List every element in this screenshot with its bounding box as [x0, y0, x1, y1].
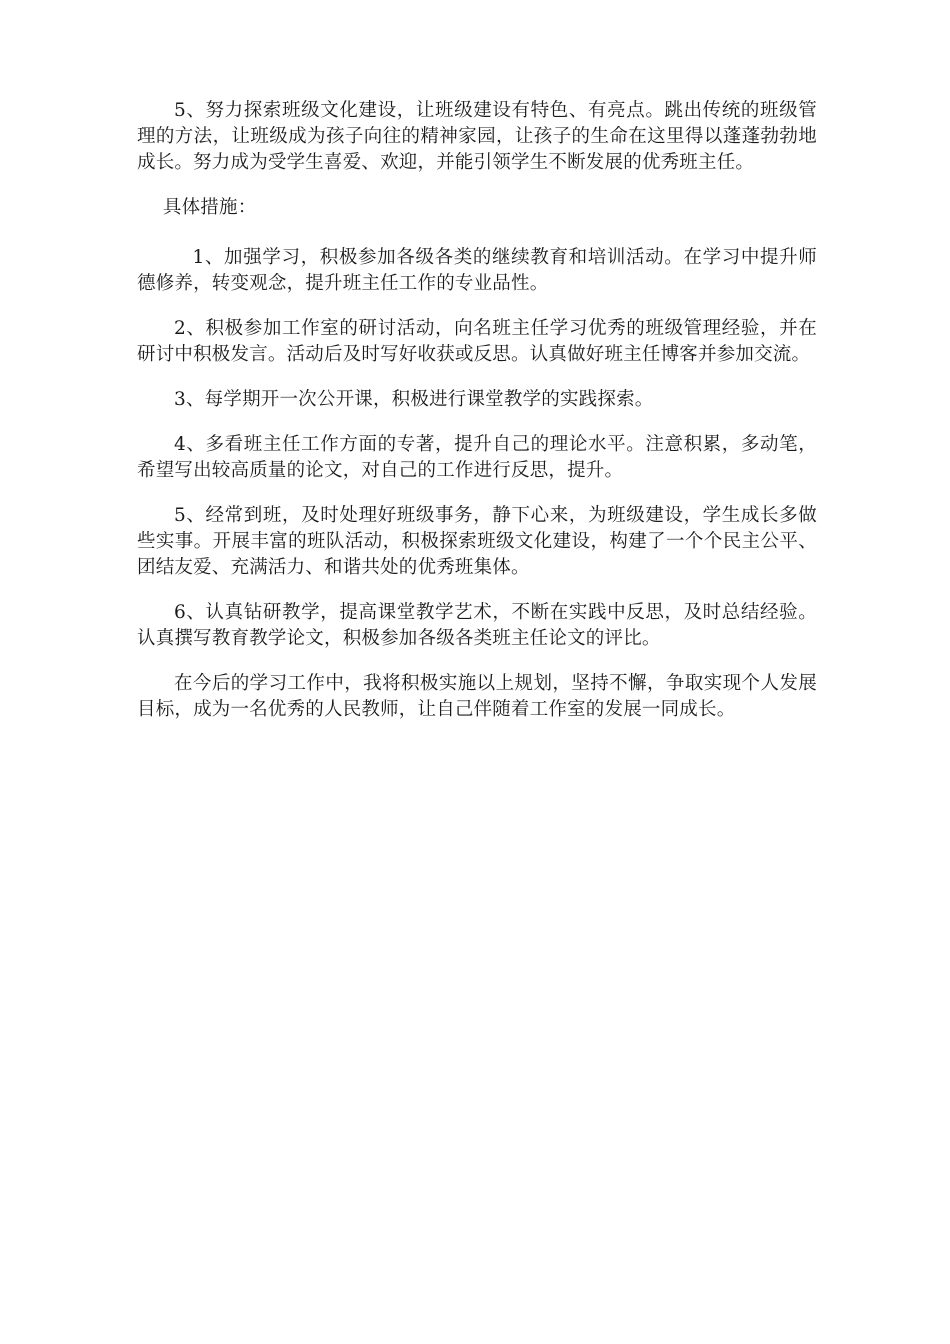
paragraph-measure-1: 1、加强学习，积极参加各级各类的继续教育和培训活动。在学习中提升师德修养，转变观念，提升班主任工作的专业品性。 — [137, 247, 817, 294]
paragraph-measure-2: 2、积极参加工作室的研讨活动，向名班主任学习优秀的班级管理经验，并在研讨中积极发言。活动后及时写好收获或反思。认真做好班主任博客并参加交流。 — [137, 318, 817, 365]
paragraph-measure-6: 6、认真钻研教学，提高课堂教学艺术，不断在实践中反思，及时总结经验。认真撰写教育教学论文，积极参加各级各类班主任论文的评比。 — [137, 602, 817, 649]
paragraph-measure-3: 3、每学期开一次公开课，积极进行课堂教学的实践探索。 — [174, 389, 654, 410]
paragraph-measure-5: 5、经常到班，及时处理好班级事务，静下心来，为班级建设，学生成长多做些实事。开展丰富的班队活动，积极探索班级文化建设，构建了一个个民主公平、团结友爱、充满活力、和谐共处的优秀班集体。 — [137, 505, 817, 578]
section-heading-measures: 具体措施： — [162, 197, 257, 218]
paragraph-goal-5: 5、努力探索班级文化建设，让班级建设有特色、有亮点。跳出传统的班级管理的方法，让班级成为孩子向往的精神家园，让孩子的生命在这里得以蓬蓬勃勃地成长。努力成为受学生喜爱、欢迎，并能引领学生不断发展的优秀班主任。 — [137, 100, 817, 173]
paragraph-conclusion: 在今后的学习工作中，我将积极实施以上规划，坚持不懈，争取实现个人发展目标，成为一名优秀的人民教师，让自己伴随着工作室的发展一同成长。 — [137, 673, 817, 720]
paragraph-measure-4: 4、多看班主任工作方面的专著，提升自己的理论水平。注意积累，多动笔，希望写出较高质量的论文，对自己的工作进行反思，提升。 — [137, 434, 817, 481]
document-body — [137, 98, 817, 742]
